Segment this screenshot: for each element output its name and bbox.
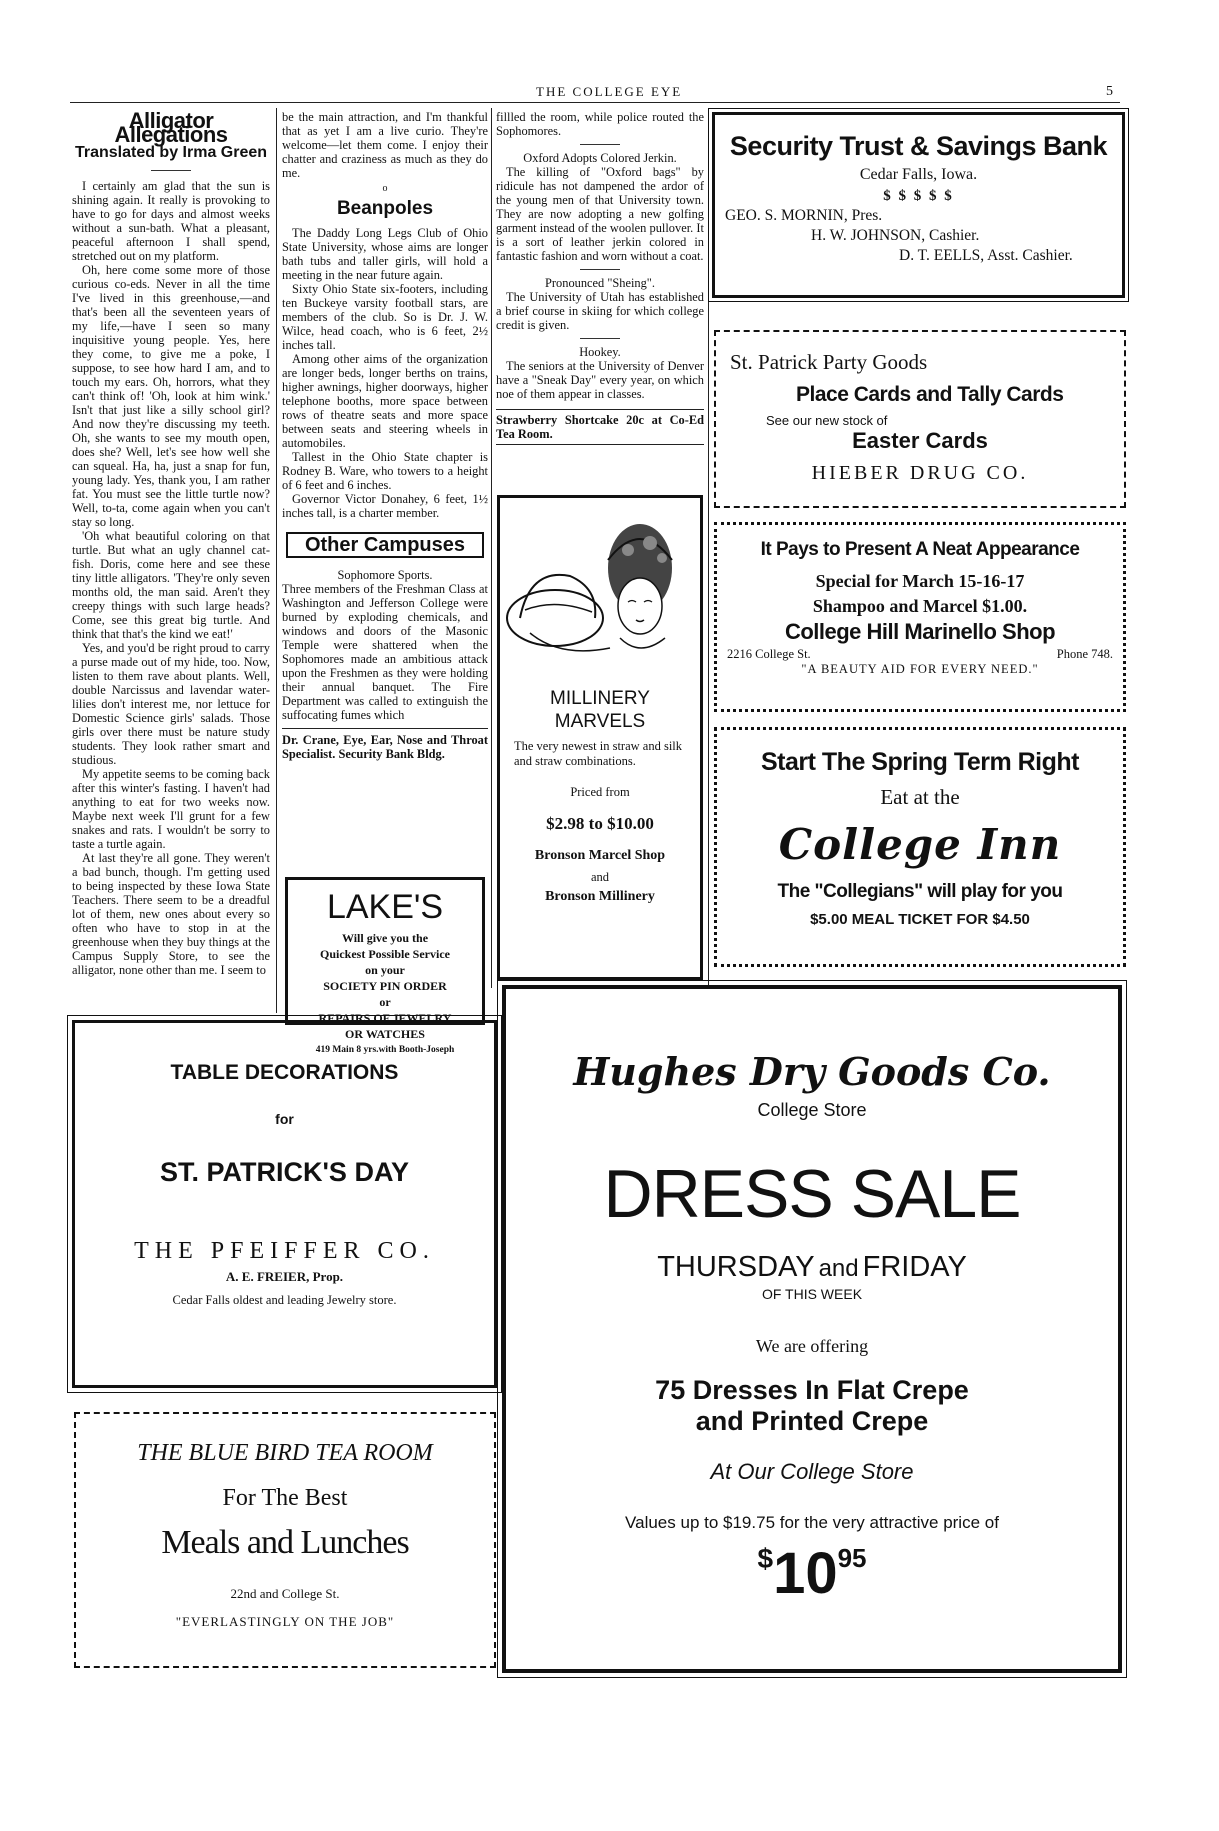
millinery-shop: Bronson Millinery: [545, 889, 655, 904]
sale-week: OF THIS WEEK: [761, 1286, 863, 1302]
price-main: 10: [773, 1541, 838, 1606]
paragraph: Yes, and you'd be right proud to carry a purse made out of my hide, too. Now, listen to them rave about plants. Well, double Narcissus and lavendar water-lilies don't interest me, nor lettuce for Domestic Science girls' salads. Those girls over there must be nature study students. They look rather smart and studious.: [72, 641, 270, 767]
paragraph: I certainly am glad that the sun is shining again. It really is provoking to have to go for days and almost weeks without a sun-bath. What a pleasant, peaceful afternoon I shall spend, stretched out on my platform.: [72, 179, 270, 263]
inn-line: The "Collegians" will play for you: [777, 881, 1063, 902]
lakes-line: SOCIETY PIN ORDER: [323, 979, 447, 993]
page-number: 5: [1106, 84, 1113, 99]
lakes-line: REPAIRS OF JEWELRY: [318, 1011, 452, 1025]
marinello-line: Shampoo and Marcel $1.00.: [812, 596, 1028, 616]
small-separator: o: [382, 183, 388, 194]
bluebird-slogan: "EVERLASTINGLY ON THE JOB": [175, 1614, 395, 1629]
bluebird-line: Meals and Lunches: [161, 1524, 409, 1561]
running-head: [0, 84, 1219, 104]
sophomore-title: Sophomore Sports.: [337, 568, 433, 582]
crane-ad: Dr. Crane, Eye, Ear, Nose and Throat Specialist. Security Bank Bldg.: [282, 728, 488, 761]
marinello-slogan: "A BEAUTY AID FOR EVERY NEED.": [801, 662, 1039, 676]
bluebird-line: For The Best: [222, 1485, 348, 1511]
lakes-line: OR WATCHES: [345, 1027, 425, 1041]
hughes-subtitle: College Store: [757, 1100, 867, 1120]
sale-days: [506, 1251, 1118, 1284]
column-2: [282, 110, 488, 761]
hat-illustration-icon: [500, 498, 700, 683]
paragraph: The Daddy Long Legs Club of Ohio State University, whose aims are longer bath tubs and taller girls, will hold a meeting in the near future again.: [282, 226, 488, 282]
beanpoles-title: Beanpoles: [336, 198, 434, 219]
paragraph: The seniors at the University of Denver have a "Sneak Day" every year, on which noe of them appear in classes.: [496, 359, 704, 401]
pfeiffer-tagline: Cedar Falls oldest and leading Jewelry store.: [172, 1293, 397, 1307]
inn-meal-ticket: $5.00 MEAL TICKET FOR $4.50: [810, 911, 1030, 928]
patrick-line: St. Patrick Party Goods: [730, 350, 928, 374]
lakes-line: or: [379, 995, 391, 1009]
bank-asst-cashier: D. T. EELLS, Asst. Cashier.: [899, 247, 1073, 264]
sale-day: THURSDAY: [657, 1251, 815, 1283]
millinery-and: and: [590, 870, 610, 884]
lakes-ad: [285, 877, 485, 1055]
top-rule: [70, 102, 1120, 103]
millinery-priced: Priced from: [570, 785, 630, 799]
marinello-address-row: [717, 647, 1123, 662]
paragraph: fillled the room, while police routed the Sophomores.: [496, 110, 704, 138]
lakes-line: on your: [365, 963, 405, 977]
hughes-ad: [502, 985, 1122, 1673]
millinery-ad: [497, 495, 703, 980]
millinery-description: The very newest in straw and silk and straw combinations.: [514, 739, 683, 768]
price-cents: 95: [837, 1543, 867, 1573]
marinello-line: It Pays to Present A Neat Appearance: [760, 539, 1080, 560]
column-rule: [708, 108, 709, 988]
millinery-price: $2.98 to $10.00: [546, 814, 654, 833]
hughes-dresses: 75 Dresses In Flat Crepe: [655, 1375, 969, 1405]
millinery-shop: Bronson Marcel Shop: [534, 848, 666, 863]
separator: [580, 144, 620, 145]
lakes-name: LAKE'S: [326, 888, 444, 926]
inn-line: Eat at the: [880, 785, 960, 809]
hughes-values: Values up to $19.75 for the very attractive price of: [625, 1513, 999, 1532]
marinello-line: Special for March 15-16-17: [815, 571, 1025, 591]
pfeiffer-line: for: [275, 1111, 294, 1127]
separator: [580, 338, 620, 339]
hookey-title: Hookey.: [579, 345, 621, 359]
lakes-line: Quickest Possible Service: [320, 947, 450, 961]
inn-line: Start The Spring Term Right: [761, 748, 1079, 776]
other-campuses-box: [286, 532, 484, 558]
marinello-ad: [714, 522, 1126, 712]
sale-and: and: [818, 1255, 859, 1282]
hughes-offering: We are offering: [755, 1336, 869, 1356]
hughes-dresses-2: and Printed Crepe: [695, 1406, 929, 1436]
lakes-line: Will give you the: [341, 931, 429, 945]
pfeiffer-ad: [72, 1020, 497, 1388]
inn-name: College Inn: [778, 820, 1062, 869]
bluebird-name: THE BLUE BIRD TEA ROOM: [137, 1440, 433, 1466]
sheing-title: Pronounced "Sheing".: [545, 276, 655, 290]
newspaper-name: THE COLLEGE EYE: [536, 84, 683, 99]
security-bank-ad: [712, 112, 1125, 298]
column-rule: [276, 108, 277, 1013]
column-3: [496, 110, 704, 445]
patrick-line: Easter Cards: [852, 428, 988, 453]
column-rule: [491, 108, 492, 988]
hieber-name: HIEBER DRUG CO.: [811, 462, 1029, 484]
hughes-store: At Our College Store: [710, 1459, 914, 1484]
lakes-address: 419 Main 8 yrs.with Booth-Joseph: [315, 1045, 455, 1055]
price-dollar: $: [757, 1543, 774, 1574]
oxford-title: Oxford Adopts Colored Jerkin.: [523, 151, 677, 165]
pfeiffer-line: ST. PATRICK'S DAY: [160, 1157, 409, 1187]
college-inn-ad: [714, 727, 1126, 967]
pfeiffer-proprietor: A. E. FREIER, Prop.: [225, 1269, 344, 1284]
hieber-drug-ad: [714, 330, 1126, 508]
paragraph: Sixty Ohio State six-footers, including ten Buckeye varsity football stars, are members of the club. So is Dr. J. W. Wilce, head coach, who is 6 feet, 2½ inches tall.: [282, 282, 488, 352]
marinello-phone: Phone 748.: [1056, 647, 1113, 661]
paragraph: At last they're all gone. They weren't a bad bunch, though. I'm getting used to being inspected by these Iowa State Teachers. There seem to be a dreadful lot of them, new ones about every so often who have to stop in at the greenhouse when they buy things at the Campus Supply Store, to see the alligator, none other than me. I seem to: [72, 851, 270, 977]
separator: [151, 170, 191, 171]
patrick-line: Place Cards and Tally Cards: [796, 383, 1064, 406]
pfeiffer-name: THE PFEIFFER CO.: [134, 1238, 435, 1264]
alligator-title: Alligator Allegations: [114, 108, 228, 147]
paragraph: be the main attraction, and I'm thankful that as yet I am a live curio. They're welcome—let them come. I enjoy their chatter and craziness as much as they do me.: [282, 110, 488, 180]
hughes-price: [506, 1541, 1118, 1606]
sale-day: FRIDAY: [862, 1251, 967, 1283]
pfeiffer-line: TABLE DECORATIONS: [170, 1061, 399, 1084]
other-campuses-title: Other Campuses: [304, 534, 466, 556]
millinery-title: MILLINERY: [550, 688, 650, 709]
alligator-byline: Translated by Irma Green: [74, 144, 268, 161]
paragraph: The University of Utah has established a brief course in skiing for which college credit is given.: [496, 290, 704, 332]
bank-city: Cedar Falls, Iowa.: [859, 166, 978, 183]
bluebird-address: 22nd and College St.: [230, 1586, 340, 1601]
paragraph: Three members of the Freshman Class at Washington and Jefferson College were burned by exploding chemicals, and windows and doors of the Masonic Temple were shattered when the Sophomores made an ambitious attack upon the Freshmen as they were holding their annual banquet. The Fire Department was called to extinguish the suffocating fumes which: [282, 582, 488, 722]
article-alligator: [72, 110, 270, 977]
patrick-line: See our new stock of: [766, 413, 888, 428]
paragraph: 'Oh what beautiful coloring on that turtle. But what an ugly channel cat-fish. Doris, come here and see these tiny little alligators. 'They're only seven months old, the man said. Aren't they creepy things with such large heads? Come, see this great big turtle. And think that that's the kind we eat!': [72, 529, 270, 641]
bank-cashier: H. W. JOHNSON, Cashier.: [811, 227, 980, 244]
bank-president: GEO. S. MORNIN, Pres.: [725, 207, 883, 224]
paragraph: The killing of "Oxford bags" by ridicule has not dampened the ardor of the young men of that University town. They are now adopting a new golfing garment instead of the woolen pullover. It is a sort of leather jerkin colored in fantastic fashion and worn without a coat.: [496, 165, 704, 263]
strawberry-ad: Strawberry Shortcake 20c at Co-Ed Tea Room.: [496, 409, 704, 445]
bank-name: Security Trust & Savings Bank: [729, 131, 1108, 161]
marinello-address: 2216 College St.: [727, 647, 811, 661]
millinery-title-2: MARVELS: [554, 711, 646, 732]
bluebird-ad: [74, 1412, 496, 1668]
rule: [70, 1015, 500, 1016]
paragraph: Oh, here come some more of those curious co-eds. Never in all the time I've lived in this greenhouse,—and that's been all the seventeen years of my life,—have I seen so many inquisitive young people. Yes, here they come, to give me a poke, I suppose, to see how hard I am, and to touch my ears. Oh, horrors, what they can't think of! 'Oh, look at him wink.' Isn't that just like a silly school girl? And now they're discussing my teeth. Oh, she wants to see my mouth open, does she? Well, let's see how well she can squeal. Ha, ha, just a snap for fun, young lady. Yes, thank you, I am rather fat. You must see the little turtle now? Well, to-ta, come again when you can't stay so long.: [72, 263, 270, 529]
paragraph: Among other aims of the organization are longer beds, longer berths on trains, higher awnings, higher doorways, higher telephone booths, more space between rows of theatre seats and more space between seats and steering wheels in automobiles.: [282, 352, 488, 450]
dress-sale-title: DRESS SALE: [603, 1156, 1021, 1232]
paragraph: Governor Victor Donahey, 6 feet, 1½ inches tall, is a charter member.: [282, 492, 488, 520]
marinello-shop: College Hill Marinello Shop: [784, 619, 1056, 644]
bank-dollars: $ $ $ $ $: [883, 188, 954, 204]
paragraph: Tallest in the Ohio State chapter is Rodney B. Ware, who towers to a height of 6 feet and 6 inches.: [282, 450, 488, 492]
separator: [580, 269, 620, 270]
hughes-name: Hughes Dry Goods Co.: [573, 1049, 1051, 1094]
paragraph: My appetite seems to be coming back after this winter's fasting. I haven't had anything to eat for two weeks now. Maybe next week I'll grunt for a few snakes and rats. I wouldn't be sorry to taste a turtle again.: [72, 767, 270, 851]
